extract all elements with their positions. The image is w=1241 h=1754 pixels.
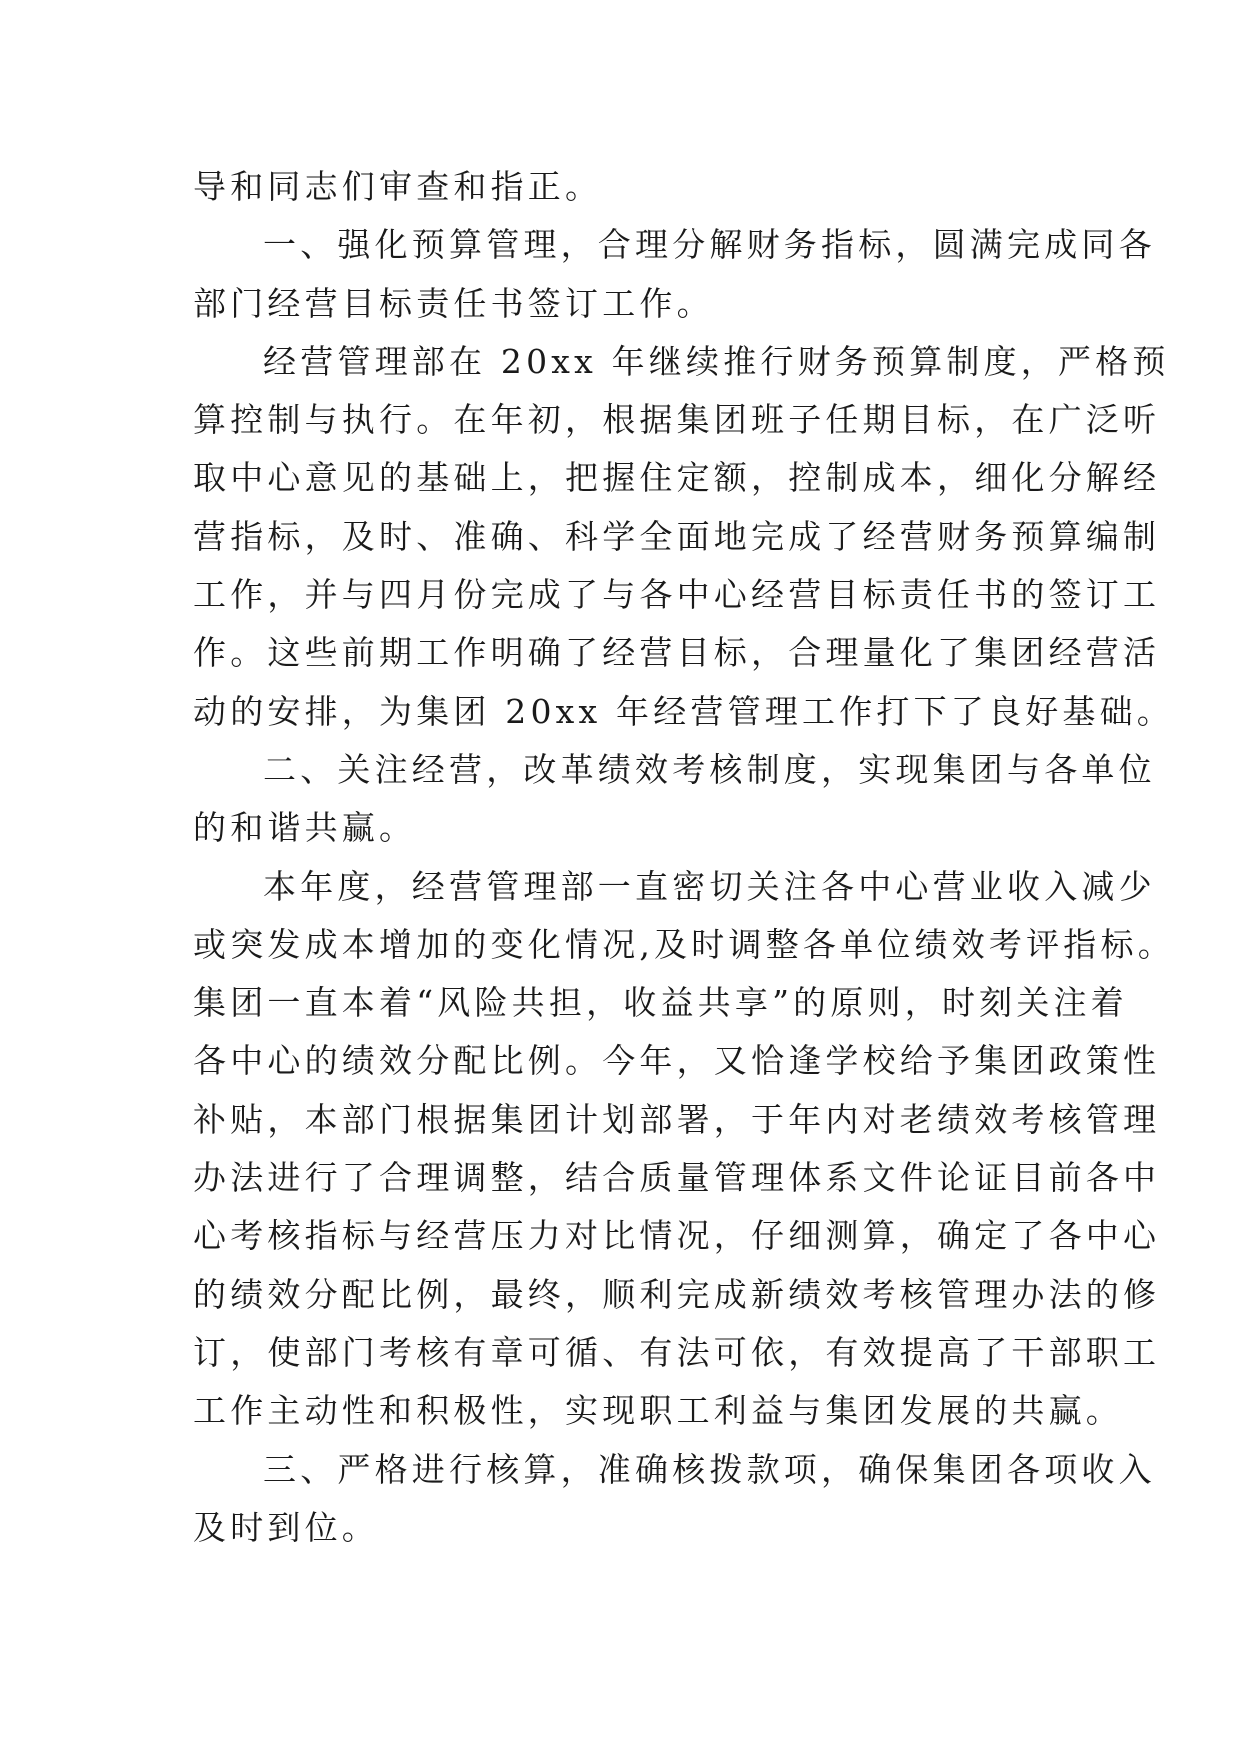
section-heading-1: 一、强化预算管理，合理分解财务指标，圆满完成同各 [263,225,1156,265]
text-line: 各中心的绩效分配比例。今年，又恰逢学校给予集团政策性 [193,1041,1161,1081]
text-line: 的绩效分配比例，最终，顺利完成新绩效考核管理办法的修 [193,1274,1161,1314]
text-line: 作。这些前期工作明确了经营目标，合理量化了集团经营活 [193,633,1161,673]
text-line: 补贴，本部门根据集团计划部署，于年内对老绩效考核管理 [193,1099,1161,1139]
text-line: 算控制与执行。在年初，根据集团班子任期目标，在广泛听 [193,400,1161,440]
text-line: 办法进行了合理调整，结合质量管理体系文件论证目前各中 [193,1158,1161,1198]
text-line: 部门经营目标责任书签订工作。 [193,283,714,323]
text-line: 或突发成本增加的变化情况,及时调整各单位绩效考评指标。 [193,924,1175,964]
section-heading-2: 二、关注经营，改革绩效考核制度，实现集团与各单位 [263,749,1156,789]
document-body [193,158,1175,1557]
text-line: 工作，并与四月份完成了与各中心经营目标责任书的签订工 [193,575,1161,615]
section-heading-3: 三、严格进行核算，准确核拨款项，确保集团各项收入 [263,1449,1156,1489]
text-line: 的和谐共赢。 [193,808,417,848]
text-line: 订，使部门考核有章可循、有法可依，有效提高了干部职工 [193,1332,1161,1372]
text-line: 导和同志们审查和指正。 [193,167,603,206]
text-line: 集团一直本着“风险共担，收益共享”的原则，时刻关注着 [193,983,1128,1023]
text-line: 营指标，及时、准确、科学全面地完成了经营财务预算编制 [193,516,1161,556]
text-line: 及时到位。 [193,1507,379,1547]
text-line: 动的安排，为集团 20xx 年经营管理工作打下了良好基础。 [193,691,1174,731]
text-line: 取中心意见的基础上，把握住定额，控制成本，细化分解经 [193,458,1161,498]
text-line: 工作主动性和积极性，实现职工利益与集团发展的共赢。 [193,1391,1123,1431]
text-line: 心考核指标与经营压力对比情况，仔细测算，确定了各中心 [193,1216,1161,1256]
paragraph-start: 本年度，经营管理部一直密切关注各中心营业收入减少 [263,866,1156,906]
paragraph-start: 经营管理部在 20xx 年继续推行财务预算制度，严格预 [263,341,1170,381]
